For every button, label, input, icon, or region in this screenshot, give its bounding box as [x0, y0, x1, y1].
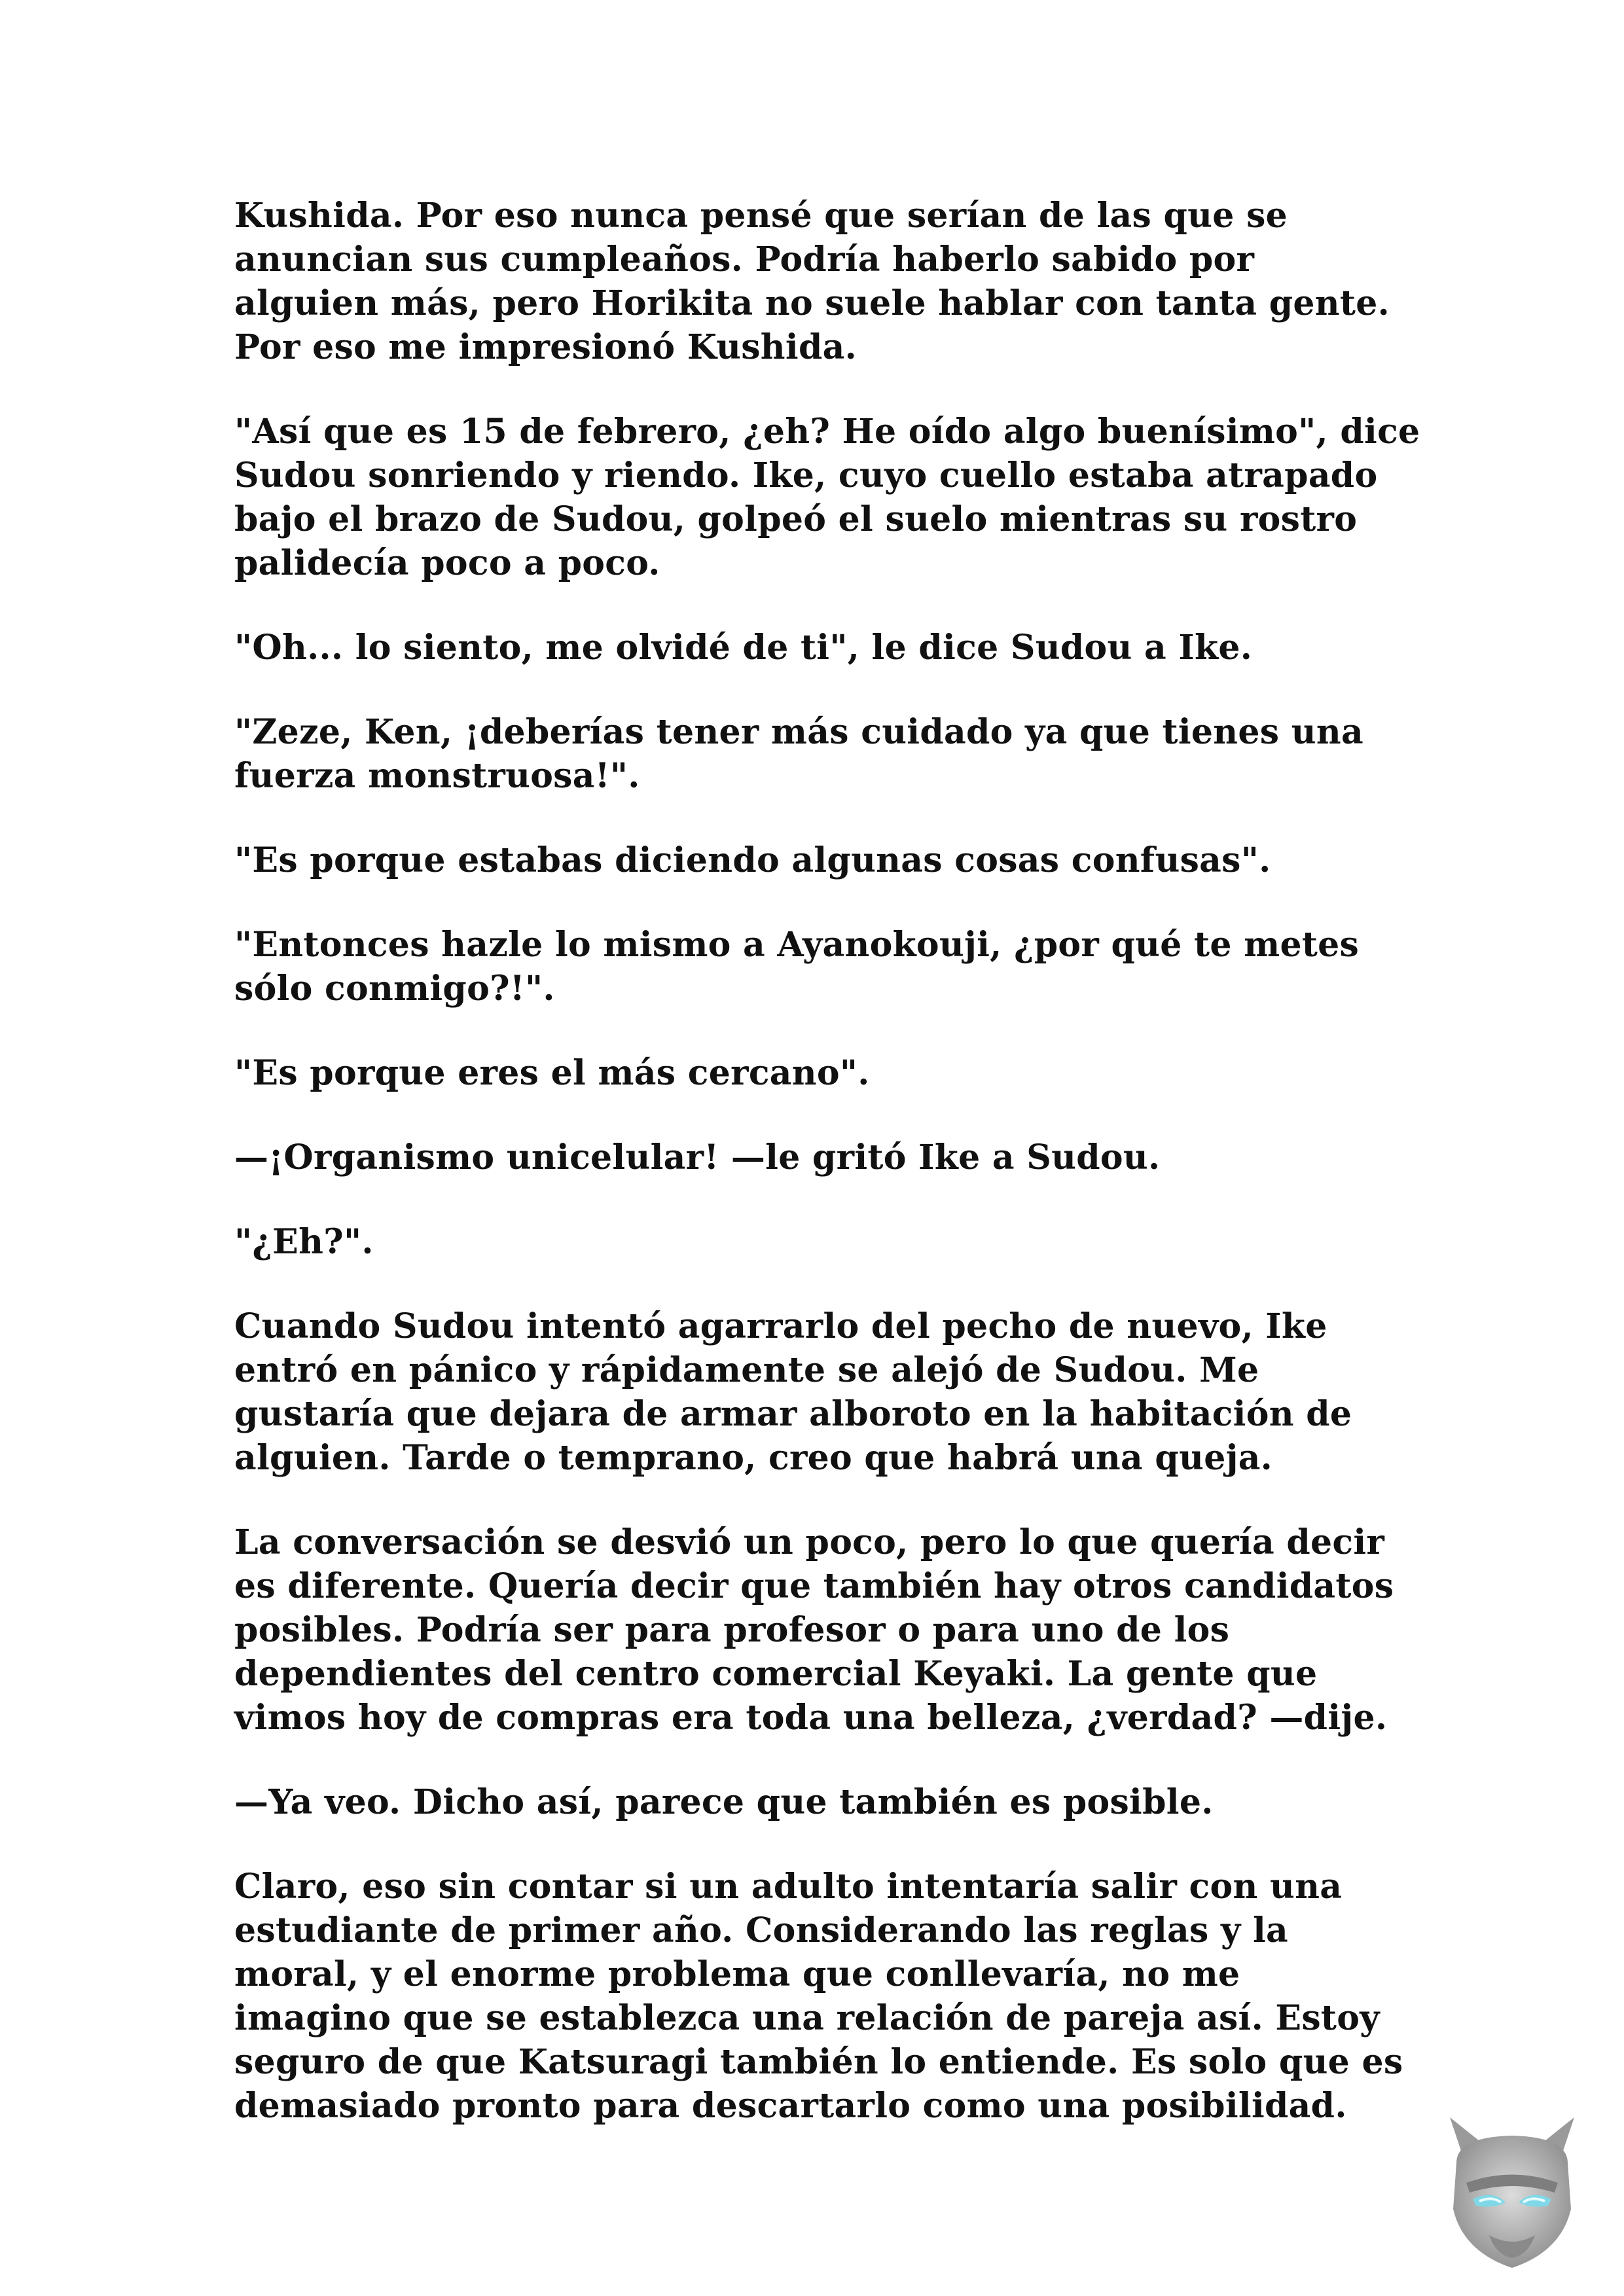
text-line: anuncian sus cumpleaños. Podría haberlo sabido por	[234, 240, 1255, 279]
body-text	[234, 194, 1420, 2168]
paragraph	[234, 1220, 1413, 1264]
paragraph	[234, 1136, 1413, 1179]
text-line: palidecía poco a poco.	[234, 543, 660, 583]
text-line: "Zeze, Ken, ¡deberías tener más cuidado ya que tienes una	[234, 712, 1363, 752]
text-line: dependientes del centro comercial Keyaki. La gente que	[234, 1654, 1318, 1694]
text-line: demasiado pronto para descartarlo como una posibilidad.	[234, 2086, 1347, 2126]
paragraph	[234, 710, 1413, 798]
text-line: Sudou sonriendo y riendo. Ike, cuyo cuello estaba atrapado	[234, 456, 1378, 495]
text-line: Por eso me impresionó Kushida.	[234, 327, 857, 367]
paragraph	[234, 838, 1413, 882]
text-line: fuerza monstruosa!".	[234, 756, 640, 796]
paragraph	[234, 1051, 1413, 1095]
demon-mask-logo-icon	[1437, 2111, 1587, 2274]
text-line: "Entonces hazle lo mismo a Ayanokouji, ¿por qué te metes	[234, 925, 1360, 965]
text-line: posibles. Podría ser para profesor o para uno de los	[234, 1610, 1230, 1650]
text-line: estudiante de primer año. Considerando las reglas y la	[234, 1910, 1288, 1950]
paragraph	[234, 626, 1413, 670]
text-line: entró en pánico y rápidamente se alejó de Sudou. Me	[234, 1350, 1259, 1390]
text-line: La conversación se desvió un poco, pero lo que quería decir	[234, 1522, 1385, 1562]
text-line: Claro, eso sin contar si un adulto intentaría salir con una	[234, 1867, 1343, 1907]
text-line: seguro de que Katsuragi también lo entiende. Es solo que es	[234, 2042, 1403, 2082]
paragraph	[234, 1780, 1413, 1824]
text-line: sólo conmigo?!".	[234, 969, 555, 1009]
paragraph	[234, 923, 1413, 1011]
text-line: bajo el brazo de Sudou, golpeó el suelo mientras su rostro	[234, 499, 1358, 539]
text-line: Cuando Sudou intentó agarrarlo del pecho de nuevo, Ike	[234, 1306, 1327, 1346]
text-line: vimos hoy de compras era toda una belleza, ¿verdad? —dije.	[234, 1698, 1388, 1738]
text-line: alguien. Tarde o temprano, creo que habrá una queja.	[234, 1438, 1273, 1478]
text-line: "Así que es 15 de febrero, ¿eh? He oído algo buenísimo", dice	[234, 412, 1420, 452]
text-line: "Es porque eres el más cercano".	[234, 1053, 870, 1093]
text-line: alguien más, pero Horikita no suele hablar con tanta gente.	[234, 283, 1390, 323]
text-line: gustaría que dejara de armar alboroto en la habitación de	[234, 1394, 1352, 1434]
text-line: "¿Eh?".	[234, 1222, 374, 1262]
paragraph	[234, 410, 1420, 585]
text-line: "Es porque estabas diciendo algunas cosas confusas".	[234, 840, 1271, 880]
text-line: Kushida. Por eso nunca pensé que serían de las que se	[234, 196, 1288, 236]
paragraph	[234, 1865, 1413, 2128]
text-line: es diferente. Quería decir que también hay otros candidatos	[234, 1566, 1394, 1606]
text-line: imagino que se establezca una relación de pareja así. Estoy	[234, 1998, 1380, 2038]
text-line: —Ya veo. Dicho así, parece que también es posible.	[234, 1782, 1214, 1822]
paragraph	[234, 1520, 1413, 1740]
text-line: —¡Organismo unicelular! —le gritó Ike a Sudou.	[234, 1138, 1161, 1177]
text-line: "Oh... lo siento, me olvidé de ti", le dice Sudou a Ike.	[234, 628, 1253, 668]
paragraph	[234, 194, 1413, 369]
paragraph	[234, 1304, 1413, 1480]
text-line: moral, y el enorme problema que conllevaría, no me	[234, 1954, 1240, 1994]
